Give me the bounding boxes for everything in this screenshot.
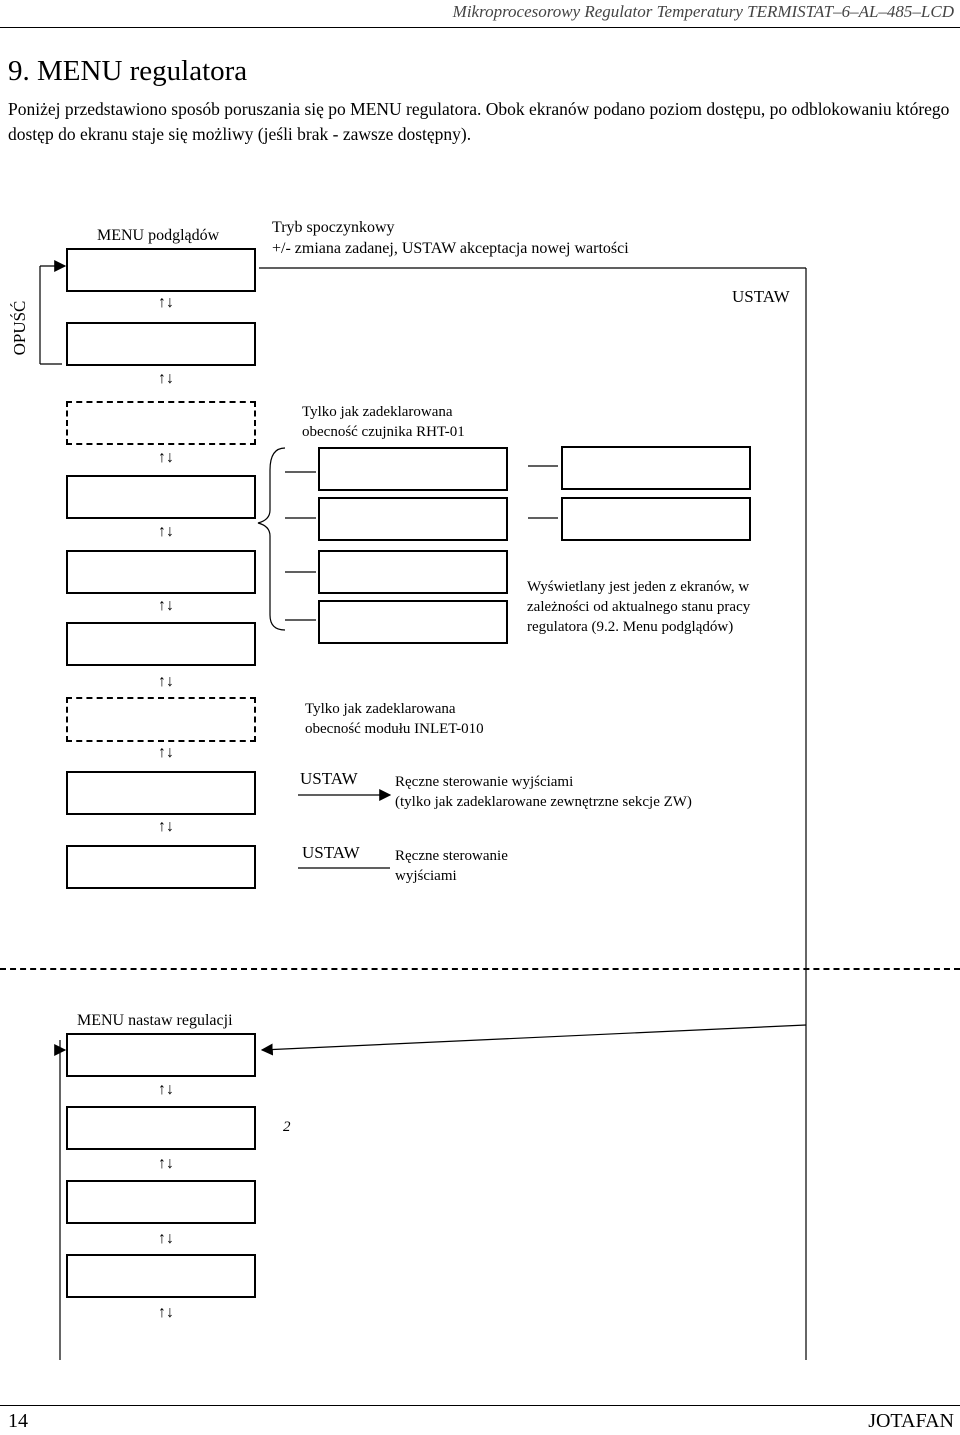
document-header: Mikroprocesorowy Regulator Temperatury TERMISTAT–6–AL–485–LCD — [452, 2, 954, 21]
menu-nastaw-label: MENU nastaw regulacji — [77, 1012, 233, 1029]
updown-arrows-icon: ↑↓ — [158, 744, 174, 761]
screen-line — [69, 291, 254, 292]
screen-line — [69, 740, 254, 742]
reczne2-note-2: wyjściami — [395, 868, 457, 884]
screen-sensors[interactable] — [66, 322, 256, 366]
screen-s1-alarm[interactable] — [66, 845, 256, 889]
screen-line — [69, 518, 254, 519]
updown-arrows-icon: ↑↓ — [158, 294, 174, 311]
screen-osusz-nag[interactable] — [561, 497, 751, 541]
ustaw-top-label: USTAW — [732, 287, 790, 306]
screen-line — [69, 444, 254, 445]
footer-brand: JOTAFAN — [868, 1410, 954, 1432]
screen-podst-min[interactable] — [318, 550, 508, 594]
screen-s1-maksimum[interactable] — [66, 1180, 256, 1224]
section-divider — [0, 968, 960, 970]
updown-arrows-icon: ↑↓ — [158, 1155, 174, 1172]
screen-line — [564, 489, 749, 490]
inlet-note-1: Tylko jak zadeklarowana — [305, 701, 456, 717]
updown-arrows-icon: ↑↓ — [158, 1304, 174, 1321]
updown-arrows-icon: ↑↓ — [158, 1081, 174, 1098]
updown-arrows-icon: ↑↓ — [158, 1230, 174, 1247]
screen-alarm[interactable] — [66, 622, 256, 666]
section-intro: Poniżej przedstawiono sposób poruszania się po MENU regulatora. Obok ekranów podano poziom dostępu, po odblokowaniu którego dostęp do ekranu staje się możliwy (jeśli brak - zawsze dostępny). — [8, 99, 950, 144]
updown-arrows-icon: ↑↓ — [158, 597, 174, 614]
screen-line — [69, 1297, 254, 1298]
footer-rule — [0, 1405, 960, 1406]
screen-przewietrzanie-2[interactable] — [318, 497, 508, 541]
opusc-label: OPUŚĆ — [10, 300, 29, 356]
info-note-1: Wyświetlany jest jeden z ekranów, w — [527, 579, 750, 595]
rht-note-1: Tylko jak zadeklarowana — [302, 404, 453, 420]
screen-line — [321, 643, 506, 644]
updown-arrows-icon: ↑↓ — [158, 370, 174, 387]
screen-line — [321, 540, 506, 541]
screen-s11[interactable] — [66, 771, 256, 815]
menu-podgladow-label: MENU podglądów — [97, 227, 220, 244]
ustaw-s11-label: USTAW — [300, 769, 358, 788]
inlet-note-2: obecność modułu INLET-010 — [305, 721, 484, 737]
screen-pasmo-regulacji[interactable] — [66, 1254, 256, 1298]
updown-arrows-icon: ↑↓ — [158, 449, 174, 466]
screen-praca-minim[interactable] — [66, 1106, 256, 1150]
screen-line — [321, 490, 506, 491]
page-number: 14 — [8, 1410, 28, 1432]
screen-line — [69, 814, 254, 815]
updown-arrows-icon: ↑↓ — [158, 673, 174, 690]
screen-regul[interactable] — [66, 475, 256, 519]
info-note-2: zależności od aktualnego stanu pracy — [527, 599, 751, 615]
screen-nag-czekaj[interactable] — [561, 446, 751, 490]
info-note-3: regulatora (9.2. Menu podglądów) — [527, 619, 734, 635]
section-title: 9. MENU regulatora — [8, 55, 248, 87]
tryb-label-1: Tryb spoczynkowy — [272, 219, 395, 236]
reczne1-note-2: (tylko jak zadeklarowane zewnętrzne sekcje ZW) — [395, 794, 692, 810]
screen-line — [69, 888, 254, 889]
screen-line — [321, 593, 506, 594]
screen-rrh[interactable] — [318, 447, 508, 491]
screen-line — [69, 365, 254, 366]
rht-note-2: obecność czujnika RHT-01 — [302, 424, 465, 440]
screen-line — [564, 540, 749, 541]
screen-regulacja-wlotow[interactable] — [66, 697, 256, 742]
updown-arrows-icon: ↑↓ — [158, 818, 174, 835]
access-level-label: 2 — [283, 1119, 291, 1135]
screen-line — [69, 593, 254, 594]
screen-line — [69, 1076, 254, 1077]
updown-arrows-icon: ↑↓ — [158, 523, 174, 540]
ustaw-alarm-label: USTAW — [302, 843, 360, 862]
screen-line — [69, 1149, 254, 1150]
reczne2-note-1: Ręczne sterowanie — [395, 848, 508, 864]
reczne1-note-1: Ręczne sterowanie wyjściami — [395, 774, 574, 790]
screen-biezaca[interactable] — [66, 248, 256, 292]
screen-podst-max[interactable] — [318, 600, 508, 644]
screen-przewietrzanie[interactable] — [66, 550, 256, 594]
tryb-label-2: +/- zmiana zadanej, USTAW akceptacja nowej wartości — [272, 240, 629, 257]
screen-temp[interactable] — [66, 401, 256, 445]
screen-s1-minimum[interactable] — [66, 1033, 256, 1077]
screen-line — [69, 665, 254, 666]
screen-line — [69, 1223, 254, 1224]
